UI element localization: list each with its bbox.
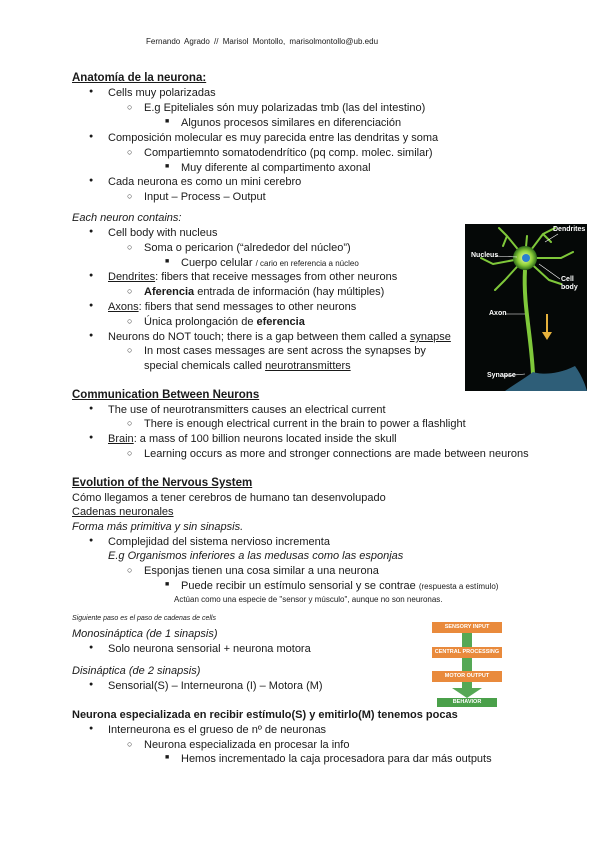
- list-item: ● Cells muy polarizadas: [108, 87, 216, 99]
- list-item: ○ Esponjas tienen una cosa similar a una neurona: [144, 565, 379, 577]
- subheading-mono: Monosináptica (de 1 sinapsis): [72, 628, 218, 640]
- list-item: ● Cell body with nucleus: [108, 227, 217, 239]
- heading-communication: Communication Between Neurons: [72, 389, 260, 401]
- heading-anatomia: Anatomía de la neurona:: [72, 72, 207, 84]
- label-cell: Cell: [561, 276, 574, 283]
- neuron-illustration: [465, 224, 587, 391]
- flow-central-processing: CENTRAL PROCESSING: [432, 647, 502, 658]
- list-item: ● Neurons do NOT touch; there is a gap between them called a synapse: [108, 331, 451, 343]
- list-item: ○ Input – Process – Output: [144, 191, 266, 203]
- list-item: ● The use of neurotransmitters causes an electrical current: [108, 404, 386, 416]
- paragraph: Actúan como una especie de "sensor y músculo", aunque no son neuronas.: [174, 595, 443, 604]
- neuron-contains-intro: Each neuron contains:: [72, 212, 182, 224]
- list-item: ○ There is enough electrical current in the brain to power a flashlight: [144, 418, 466, 430]
- list-item: ○ Única prolongación de eferencia: [144, 316, 305, 328]
- list-item: ○ Compartiemnto somatodendrítico (pq comp. molec. similar): [144, 147, 433, 159]
- list-item: ■ Muy diferente al compartimento axonal: [181, 162, 371, 174]
- list-item: ● Solo neurona sensorial + neurona motora: [108, 643, 311, 655]
- label-nucleus: Nucleus: [471, 252, 499, 259]
- page-header: Fernando Agrado // Marisol Montollo, marisolmontollo@ub.edu: [146, 37, 379, 46]
- flow-sensory-input: SENSORY INPUT: [432, 622, 502, 633]
- flow-motor-output: MOTOR OUTPUT: [432, 671, 502, 682]
- paragraph: Siguiente paso es el paso de cadenas de cells: [72, 615, 216, 622]
- heading-evolution: Evolution of the Nervous System: [72, 477, 253, 489]
- list-item: ● Sensorial(S) – Interneurona (I) – Motora (M): [108, 680, 323, 692]
- label-synapse: Synapse: [487, 372, 516, 379]
- list-item: ○ In most cases messages are sent across the synapses by: [144, 345, 426, 357]
- list-item: ○ Aferencia entrada de información (hay múltiples): [144, 286, 384, 298]
- list-item: ■ Puede recibir un estímulo sensorial y se contrae (respuesta a estímulo): [181, 580, 498, 592]
- list-item: ○ Learning occurs as more and stronger connections are made between neurons: [144, 448, 529, 460]
- list-item: ○ Soma o pericarion (“alrededor del núcleo”): [144, 242, 351, 254]
- heading-neurona-especializada: Neurona especializada en recibir estímulo(S) y emitirlo(M) tenemos pocas: [72, 709, 458, 721]
- flow-arrowhead: [452, 688, 482, 698]
- neuron-image: [465, 224, 587, 391]
- list-item: ■ Algunos procesos similares en diferenciación: [181, 117, 401, 129]
- flow-arrow: [462, 633, 472, 647]
- list-item: ● Composición molecular es muy parecida entre las dendritas y soma: [108, 132, 438, 144]
- label-dendrites: Dendrites: [553, 226, 586, 233]
- label-body: body: [561, 284, 578, 291]
- paragraph: Forma más primitiva y sin sinapsis.: [72, 521, 244, 533]
- list-item: ○ Neurona especializada en procesar la info: [144, 739, 349, 751]
- list-item: ● Dendrites: fibers that receive messages from other neurons: [108, 271, 397, 283]
- subheading-di: Disináptica (de 2 sinapsis): [72, 665, 201, 677]
- subheading-cadenas: Cadenas neuronales: [72, 506, 174, 518]
- list-item: ● Cada neurona es como un mini cerebro: [108, 176, 301, 188]
- list-item: ● Axons: fibers that send messages to other neurons: [108, 301, 356, 313]
- list-item: ■ Hemos incrementado la caja procesadora para dar más outputs: [181, 753, 492, 765]
- paragraph: Cómo llegamos a tener cerebros de humano tan desenvolupado: [72, 492, 386, 504]
- list-item: ■ Cuerpo celular / cario en referencia a núcleo: [181, 257, 359, 269]
- list-item: ● Interneurona es el grueso de nº de neuronas: [108, 724, 326, 736]
- label-axon: Axon: [489, 310, 507, 317]
- list-item: ● Complejidad del sistema nervioso incrementa: [108, 536, 330, 548]
- list-item: ● Brain: a mass of 100 billion neurons located inside the skull: [108, 433, 397, 445]
- paragraph: E.g Organismos inferiores a las medusas como las esponjas: [108, 550, 404, 562]
- flow-behavior: BEHAVIOR: [437, 698, 497, 707]
- list-item: ○ E.g Epiteliales són muy polarizadas tmb (las del intestino): [144, 102, 425, 114]
- list-item-continuation: special chemicals called neurotransmitters: [144, 360, 351, 372]
- flow-arrow: [462, 658, 472, 671]
